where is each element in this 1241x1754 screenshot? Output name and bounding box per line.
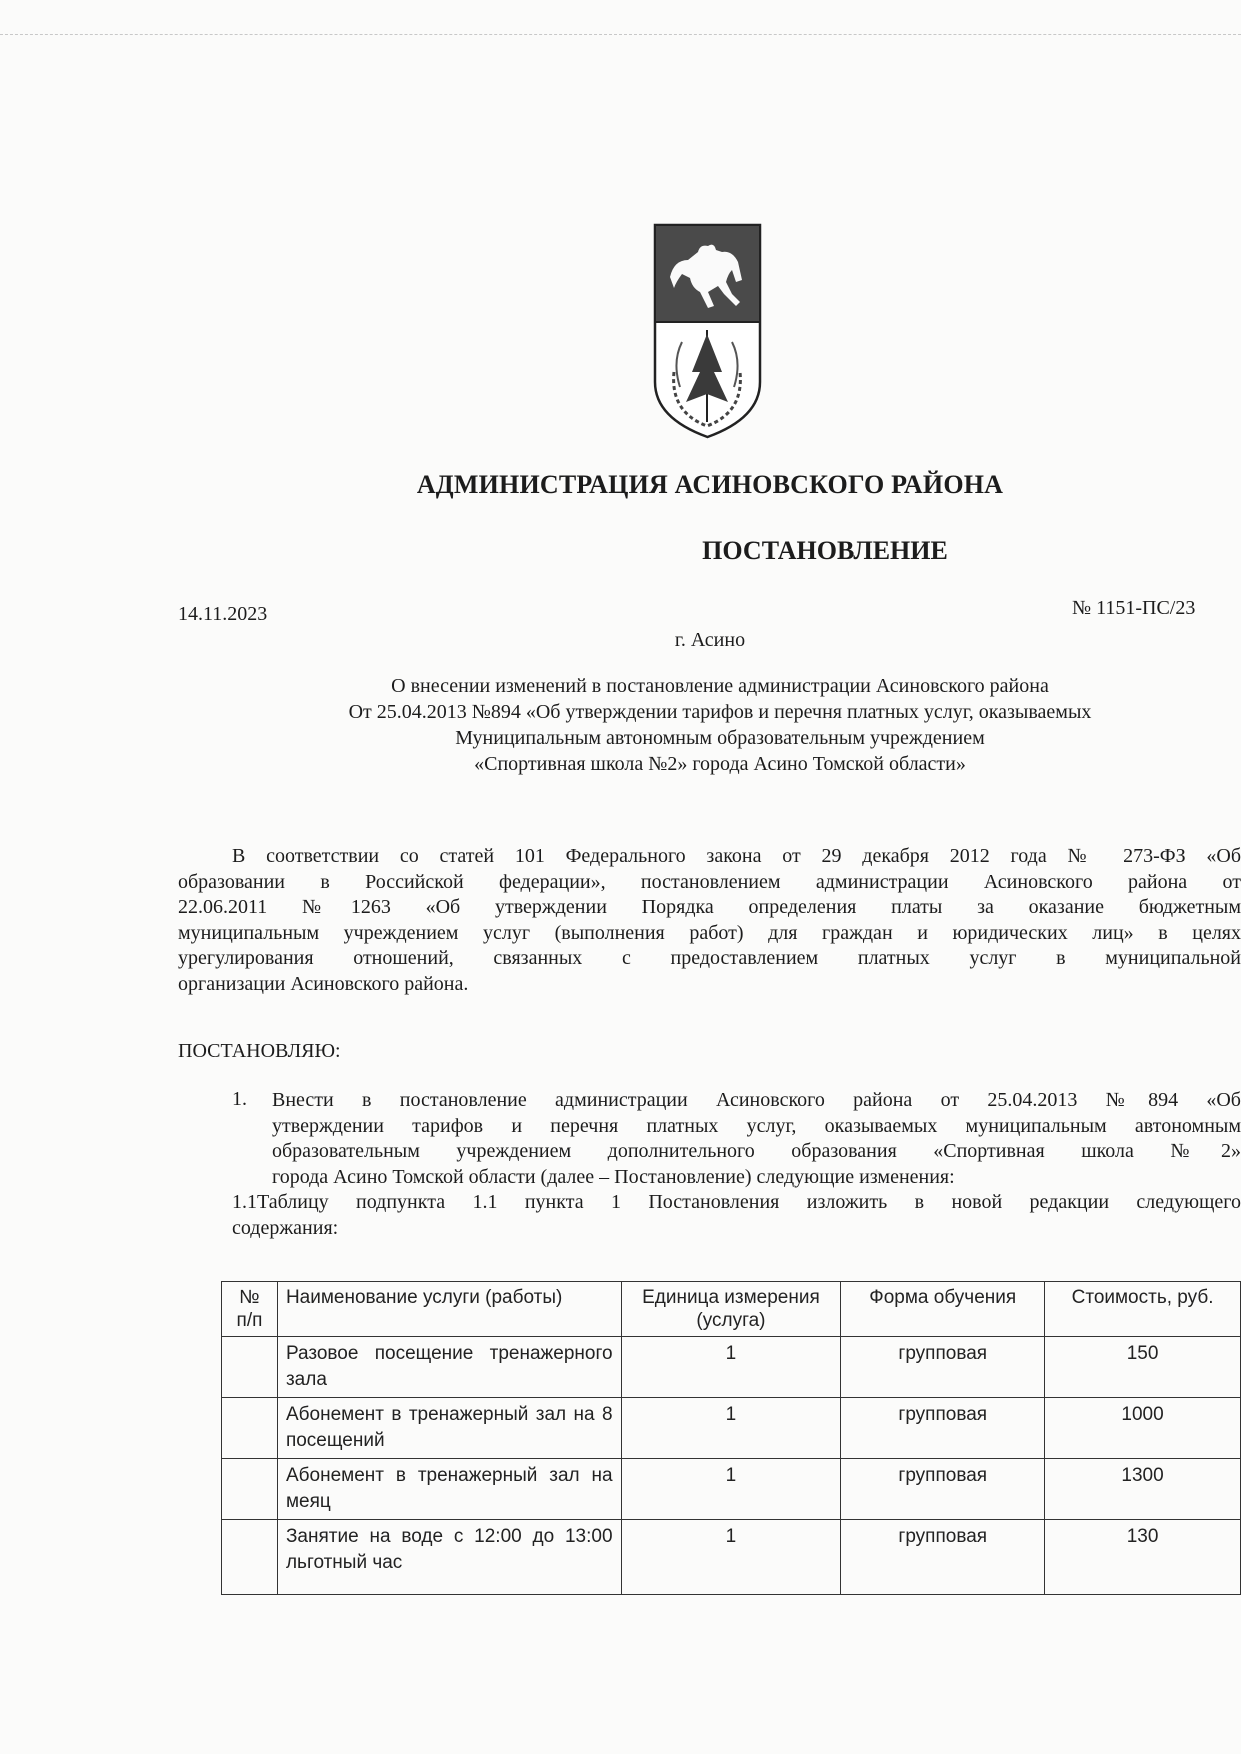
header-num: № п/п — [222, 1282, 278, 1337]
cell-service-name: Занятие на воде с 12:00 до 13:00 льготный час — [277, 1520, 621, 1595]
cell-service-name: Абонемент в тренажерный зал на 8 посещений — [277, 1398, 621, 1459]
cell-num — [222, 1459, 278, 1520]
document-number: № 1151-ПС/23 — [1072, 597, 1196, 619]
preamble-line: организации Асиновского района. — [178, 972, 469, 995]
cell-unit: 1 — [621, 1398, 841, 1459]
resolve-heading: ПОСТАНОВЛЯЮ: — [178, 1040, 341, 1062]
cell-num — [222, 1337, 278, 1398]
document-city: г. Асино — [674, 629, 746, 651]
preamble-line: В соответствии со статей 101 Федерального закона от 29 декабря 2012 года № 273-ФЗ «Об — [232, 845, 1241, 867]
cell-num — [222, 1398, 278, 1459]
table-row — [222, 1337, 1241, 1398]
subitem-1-1-text — [232, 1190, 1241, 1241]
scan-border-line — [0, 34, 1241, 35]
document-date: 14.11.2023 — [178, 603, 268, 625]
subject-line: О внесении изменений в постановление администрации Асиновского района — [391, 675, 1049, 697]
cell-form: групповая — [841, 1520, 1045, 1595]
cell-form: групповая — [841, 1398, 1045, 1459]
cell-form: групповая — [841, 1337, 1045, 1398]
header-unit: Единица измерения (услуга) — [621, 1282, 841, 1337]
cell-unit: 1 — [621, 1337, 841, 1398]
subitem-line: содержания: — [232, 1216, 339, 1239]
table-header-row — [222, 1282, 1241, 1337]
cell-price: 1000 — [1045, 1398, 1241, 1459]
cell-service-name: Разовое посещение тренажерного зала — [277, 1337, 621, 1398]
table-row — [222, 1459, 1241, 1520]
cell-service-name: Абонемент в тренажерный зал на мeяц — [277, 1459, 621, 1520]
preamble-paragraph — [178, 844, 1241, 997]
table-row — [222, 1520, 1241, 1595]
subject-line: От 25.04.2013 №894 «Об утверждении тарифов и перечня платных услуг, оказываемых — [348, 701, 1092, 723]
preamble-line: муниципальным учреждением услуг (выполнения работ) для граждан и юридических лиц» в целях — [178, 921, 1241, 944]
preamble-line: урегулирования отношений, связанных с предоставлением платных услуг в муниципальной — [178, 947, 1241, 969]
coat-of-arms-emblem — [652, 222, 763, 440]
document-subject — [220, 673, 1220, 777]
table-row — [222, 1398, 1241, 1459]
header-service-name: Наименование услуги (работы) — [277, 1282, 621, 1337]
cell-unit: 1 — [621, 1459, 841, 1520]
item-line: Внести в постановление администрации Асиновского района от 25.04.2013 №894 «Об — [272, 1089, 1241, 1111]
preamble-line: 22.06.2011 №1263 «Об утверждении Порядка определения платы за оказание бюджетным — [178, 896, 1241, 918]
cell-unit: 1 — [621, 1520, 841, 1595]
cell-price: 1300 — [1045, 1459, 1241, 1520]
organization-name: АДМИНИСТРАЦИЯ АСИНОВСКОГО РАЙОНА — [416, 470, 1004, 499]
cell-form: групповая — [841, 1459, 1045, 1520]
item-1-text — [272, 1088, 1241, 1190]
document-type-title: ПОСТАНОВЛЕНИЕ — [702, 536, 948, 565]
item-line: города Асино Томской области (далее – Постановление) следующие изменения: — [272, 1165, 955, 1188]
item-number: 1. — [232, 1088, 247, 1110]
preamble-line: образовании в Российской федерации», постановлением администрации Асиновского района от — [178, 870, 1241, 893]
subject-line: Муниципальным автономным образовательным учреждением — [455, 727, 985, 749]
cell-price: 150 — [1045, 1337, 1241, 1398]
tariffs-table — [221, 1281, 1241, 1595]
cell-price: 130 — [1045, 1520, 1241, 1595]
subitem-line: 1.1Таблицу подпункта 1.1 пункта 1 Постановления изложить в новой редакции следующего — [232, 1191, 1241, 1213]
item-line: образовательным учреждением дополнительного образования «Спортивная школа №2» — [272, 1140, 1241, 1162]
cell-num — [222, 1520, 278, 1595]
subject-line: «Спортивная школа №2» города Асино Томской области» — [474, 753, 966, 775]
item-line: утверждении тарифов и перечня платных услуг, оказываемых муниципальным автономным — [272, 1114, 1241, 1137]
header-form: Форма обучения — [841, 1282, 1045, 1337]
header-price: Стоимость, руб. — [1045, 1282, 1241, 1337]
